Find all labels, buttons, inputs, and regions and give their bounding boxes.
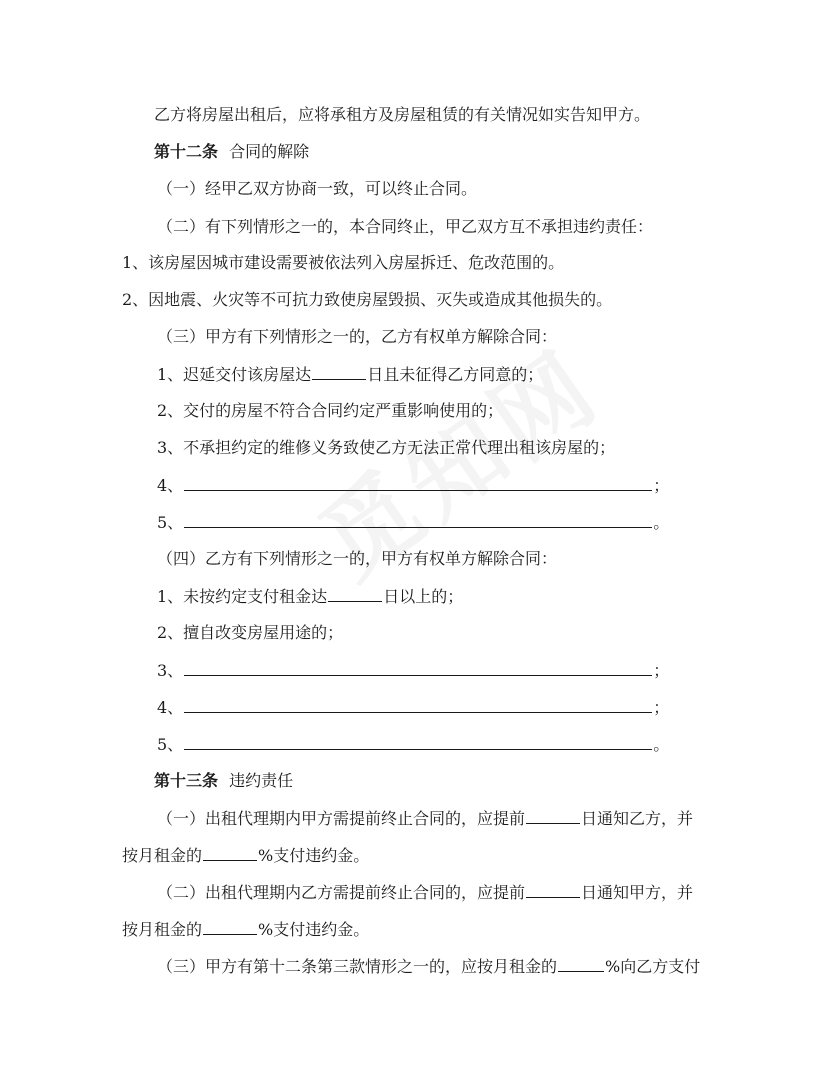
days-blank[interactable] bbox=[328, 585, 382, 602]
item-text: 日以上的； bbox=[383, 587, 464, 606]
clause-13-1 bbox=[157, 807, 693, 829]
item-number: 4、 bbox=[157, 698, 184, 717]
item-number: 5、 bbox=[157, 513, 184, 532]
item-end: ； bbox=[653, 698, 670, 717]
item-end: ； bbox=[653, 661, 670, 680]
clause-12-4-item-5 bbox=[157, 733, 669, 755]
days-blank[interactable] bbox=[526, 807, 580, 824]
clause-text: 按月租金的 bbox=[122, 846, 203, 865]
clause-text: %向乙方支付 bbox=[605, 957, 701, 976]
days-blank[interactable] bbox=[312, 363, 366, 380]
clause-13-3 bbox=[157, 955, 700, 977]
fill-in-blank[interactable] bbox=[184, 659, 652, 676]
days-blank[interactable] bbox=[526, 881, 580, 898]
percent-blank[interactable] bbox=[203, 844, 257, 861]
item-number: 5、 bbox=[157, 735, 184, 754]
item-end: 。 bbox=[653, 735, 670, 754]
clause-12-1: （一）经甲乙双方协商一致，可以终止合同。 bbox=[157, 179, 478, 198]
article-13-heading bbox=[154, 770, 293, 792]
fill-in-blank[interactable] bbox=[184, 696, 652, 713]
percent-blank[interactable] bbox=[203, 918, 257, 935]
clause-text: 按月租金的 bbox=[122, 920, 203, 939]
clause-text: %支付违约金。 bbox=[258, 920, 370, 939]
article-12-number: 第十二条 bbox=[154, 142, 219, 161]
item-end: 。 bbox=[653, 513, 670, 532]
clause-12-4-item-3 bbox=[157, 659, 669, 681]
clause-text: （三）甲方有第十二条第三款情形之一的，应按月租金的 bbox=[157, 957, 558, 976]
clause-12-3: （三）甲方有下列情形之一的，乙方有权单方解除合同： bbox=[157, 327, 558, 346]
clause-12-2-item-2: 2、因地震、火灾等不可抗力致使房屋毁损、灭失或造成其他损失的。 bbox=[122, 290, 613, 309]
clause-text: （一）出租代理期内甲方需提前终止合同的，应提前 bbox=[157, 809, 526, 828]
fill-in-blank[interactable] bbox=[184, 733, 652, 750]
clause-13-1-cont bbox=[122, 844, 369, 866]
clause-12-2-item-1: 1、该房屋因城市建设需要被依法列入房屋拆迁、危改范围的。 bbox=[122, 253, 565, 272]
clause-12-4: （四）乙方有下列情形之一的，甲方有权单方解除合同： bbox=[157, 549, 558, 568]
item-end: ； bbox=[653, 476, 670, 495]
item-text: 日且未征得乙方同意的； bbox=[367, 365, 544, 384]
clause-12-3-item-3: 3、不承担约定的维修义务致使乙方无法正常代理出租该房屋的； bbox=[157, 438, 616, 457]
article-13-title: 违约责任 bbox=[229, 771, 294, 790]
clause-text: 日通知甲方，并 bbox=[581, 883, 694, 902]
item-number: 4、 bbox=[157, 476, 184, 495]
clause-13-2-cont bbox=[122, 918, 369, 940]
clause-text: %支付违约金。 bbox=[258, 846, 370, 865]
clause-text: （二）出租代理期内乙方需提前终止合同的，应提前 bbox=[157, 883, 526, 902]
clause-text: 日通知乙方，并 bbox=[581, 809, 694, 828]
clause-12-4-item-1 bbox=[157, 585, 463, 607]
percent-blank[interactable] bbox=[558, 955, 604, 972]
clause-12-2: （二）有下列情形之一的，本合同终止，甲乙双方互不承担违约责任： bbox=[157, 217, 654, 236]
item-text: 1、未按约定支付租金达 bbox=[157, 587, 328, 606]
clause-12-4-item-2: 2、擅自改变房屋用途的； bbox=[157, 623, 344, 642]
clause-12-3-item-4 bbox=[157, 474, 669, 496]
item-number: 3、 bbox=[157, 661, 184, 680]
article-13-number: 第十三条 bbox=[154, 771, 219, 790]
fill-in-blank[interactable] bbox=[184, 511, 652, 528]
clause-12-4-item-4 bbox=[157, 696, 669, 718]
clause-12-3-item-2: 2、交付的房屋不符合合同约定严重影响使用的； bbox=[157, 401, 504, 420]
item-text: 1、迟延交付该房屋达 bbox=[157, 365, 312, 384]
article-12-title: 合同的解除 bbox=[229, 142, 310, 161]
clause-12-3-item-1 bbox=[157, 363, 543, 385]
fill-in-blank[interactable] bbox=[184, 474, 652, 491]
article-12-heading bbox=[154, 141, 309, 163]
clause-13-2 bbox=[157, 881, 693, 903]
paragraph-notify-landlord: 乙方将房屋出租后，应将承租方及房屋租赁的有关情况如实告知甲方。 bbox=[154, 105, 651, 124]
clause-12-3-item-5 bbox=[157, 511, 669, 533]
